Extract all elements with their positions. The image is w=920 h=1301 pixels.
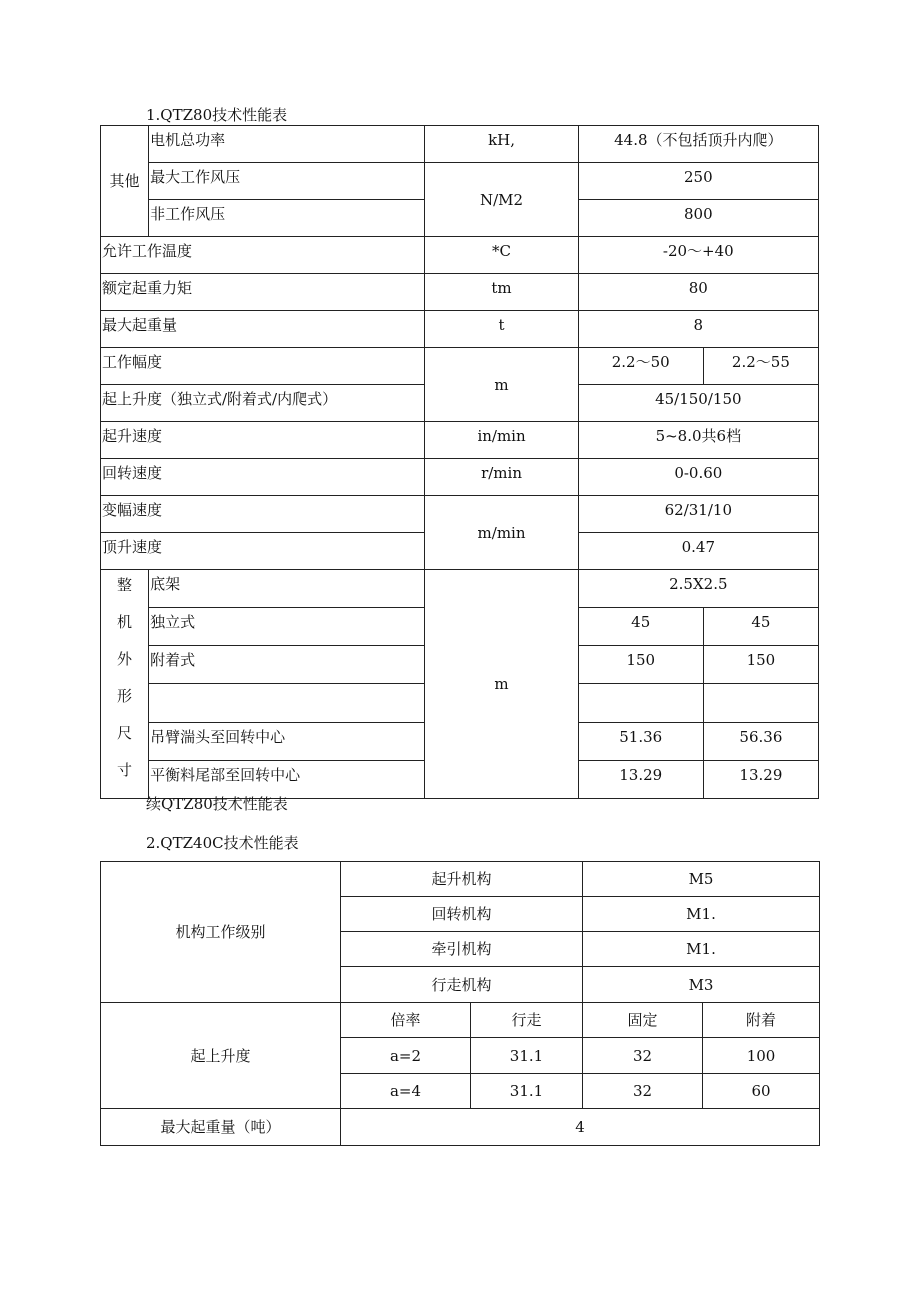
table1-caption: 1.QTZ80技术性能表 [146,106,288,124]
row-label: 允许工作温度 [101,237,425,274]
mech-value: M1. [583,897,820,932]
row-value: 2.5X2.5 [578,570,818,608]
row-value: 45/150/150 [578,385,818,422]
row-label [149,684,425,722]
group-char: 形 [117,687,133,705]
group-char: 机 [117,613,133,631]
row-label: 回转速度 [101,459,425,496]
qtz40c-spec-table [100,861,820,1146]
lift-cell: 100 [703,1038,820,1074]
row-label: 电机总功率 [149,126,425,163]
row-value-1: 13.29 [578,760,703,798]
group-char: 尺 [117,724,133,742]
row-value-2: 56.36 [703,722,818,760]
row-label: 顶升速度 [101,533,425,570]
row-value-1 [578,684,703,722]
lift-cell: 32 [583,1038,703,1074]
lift-cell: a=4 [341,1074,471,1109]
row-label: 吊臂湍头至回转中心 [149,722,425,760]
mech-name: 行走机构 [341,967,583,1003]
row-value-1: 51.36 [578,722,703,760]
table2-caption: 2.QTZ40C技术性能表 [146,834,299,852]
group-others: 其他 [101,126,149,237]
row-unit: m [425,570,578,799]
row-value-1: 45 [578,608,703,646]
row-label: 额定起重力矩 [101,274,425,311]
lift-cell: 60 [703,1074,820,1109]
row-label: 最大工作风压 [149,163,425,200]
lift-height-label: 起上升度 [101,1003,341,1109]
row-label: 变幅速度 [101,496,425,533]
row-label: 工作幅度 [101,348,425,385]
max-load-label: 最大起重量（吨） [101,1109,341,1146]
group-char: 外 [117,650,133,668]
row-value: 800 [578,200,818,237]
row-value: 8 [578,311,818,348]
row-value: 62/31/10 [578,496,818,533]
group-dimensions [101,570,149,799]
lift-cell: 31.1 [471,1074,583,1109]
row-label: 最大起重量 [101,311,425,348]
row-value-1: 2.2～50 [578,348,703,385]
row-value-2: 45 [703,608,818,646]
row-unit: in/min [425,422,578,459]
row-value: 0.47 [578,533,818,570]
row-value-2 [703,684,818,722]
mech-name: 牵引机构 [341,932,583,967]
row-label: 附着式 [149,646,425,684]
row-value-1: 150 [578,646,703,684]
row-unit: r/min [425,459,578,496]
mech-value: M5 [583,862,820,897]
lift-header: 行走 [471,1003,583,1038]
row-value-2: 2.2～55 [703,348,818,385]
row-value: 80 [578,274,818,311]
lift-header: 附着 [703,1003,820,1038]
row-label: 非工作风压 [149,200,425,237]
qtz80-spec-table [100,125,819,799]
table1-continued-caption: 续QTZ80技术性能表 [146,795,288,813]
row-label: 起上升度（独立式/附着式/内爬式） [101,385,425,422]
lift-header: 倍率 [341,1003,471,1038]
row-unit: m/min [425,496,578,570]
row-label: 底架 [149,570,425,608]
lift-cell: a=2 [341,1038,471,1074]
group-char: 寸 [117,761,133,779]
row-unit: t [425,311,578,348]
max-load-value: 4 [341,1109,820,1146]
row-unit: m [425,348,578,422]
mech-name: 回转机构 [341,897,583,932]
row-value: 250 [578,163,818,200]
row-label: 起升速度 [101,422,425,459]
lift-cell: 31.1 [471,1038,583,1074]
lift-cell: 32 [583,1074,703,1109]
row-value-2: 150 [703,646,818,684]
lift-header: 固定 [583,1003,703,1038]
row-unit: N/M2 [425,163,578,237]
mech-value: M1. [583,932,820,967]
row-label: 独立式 [149,608,425,646]
row-value-2: 13.29 [703,760,818,798]
row-unit: *C [425,237,578,274]
row-value: 5~8.0共6档 [578,422,818,459]
row-value: 0-0.60 [578,459,818,496]
mech-name: 起升机构 [341,862,583,897]
mech-level-label: 机构工作级别 [101,862,341,1003]
row-unit: kH, [425,126,578,163]
group-char: 整 [117,576,133,594]
row-unit: tm [425,274,578,311]
row-value: -20～+40 [578,237,818,274]
row-value: 44.8（不包括顶升内爬） [578,126,818,163]
mech-value: M3 [583,967,820,1003]
row-label: 平衡料尾部至回转中心 [149,760,425,798]
